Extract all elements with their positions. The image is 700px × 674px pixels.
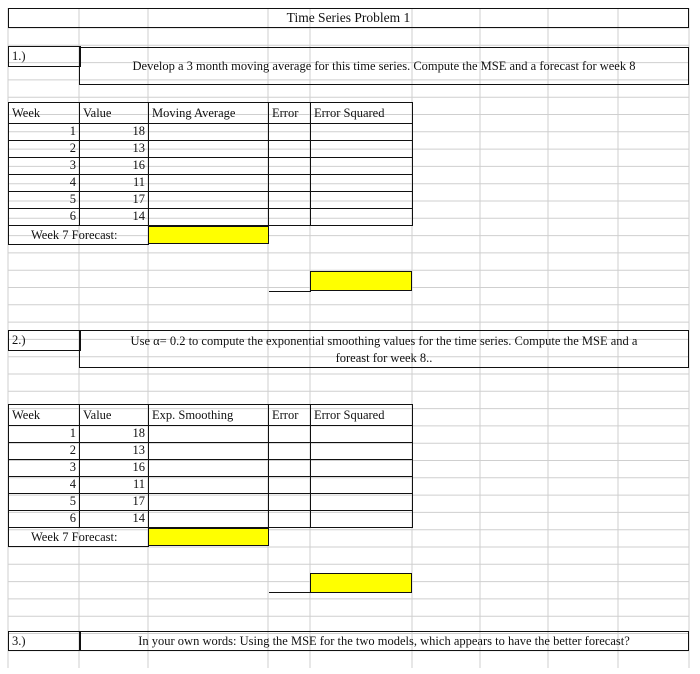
problem-1-label-underline xyxy=(8,64,81,67)
p1-value-cell: 18 xyxy=(79,123,149,141)
problem-2-prompt-line2: foreast for week 8.. xyxy=(335,351,433,365)
p2-week-cell: 1 xyxy=(8,425,80,443)
p2-error-cell[interactable] xyxy=(268,493,311,511)
p1-method-cell[interactable] xyxy=(148,208,269,226)
p1-error-cell[interactable] xyxy=(268,123,311,141)
problem-2-label-underline xyxy=(8,348,81,351)
problem-1-prompt: Develop a 3 month moving average for this time series. Compute the MSE and a forecast for week 8 xyxy=(79,47,689,85)
p1-value-cell: 16 xyxy=(79,157,149,175)
p1-error-cell[interactable] xyxy=(268,140,311,158)
problem-2-mse-line xyxy=(269,590,311,593)
p2-week-cell: 6 xyxy=(8,510,80,528)
problem-1-mse-cell[interactable] xyxy=(310,271,412,291)
p2-method-cell[interactable] xyxy=(148,425,269,443)
p1-week-cell: 1 xyxy=(8,123,80,141)
p2-method-cell[interactable] xyxy=(148,459,269,477)
p2-header-error: Error xyxy=(268,404,311,426)
p1-error-squared-cell[interactable] xyxy=(310,174,413,192)
p1-week-cell: 2 xyxy=(8,140,80,158)
problem-2-mse-cell[interactable] xyxy=(310,573,412,593)
p2-week-cell: 4 xyxy=(8,476,80,494)
p1-header-method: Moving Average xyxy=(148,102,269,124)
problem-2-prompt xyxy=(79,330,689,368)
p2-error-squared-cell[interactable] xyxy=(310,459,413,477)
p1-header-week: Week xyxy=(8,102,80,124)
p1-error-cell[interactable] xyxy=(268,208,311,226)
p2-error-cell[interactable] xyxy=(268,459,311,477)
p2-value-cell: 11 xyxy=(79,476,149,494)
p1-error-squared-cell[interactable] xyxy=(310,140,413,158)
p2-week-cell: 3 xyxy=(8,459,80,477)
problem-1-label: 1.) xyxy=(8,46,81,66)
p1-error-squared-cell[interactable] xyxy=(310,208,413,226)
p2-value-cell: 16 xyxy=(79,459,149,477)
p1-week-cell: 3 xyxy=(8,157,80,175)
p1-error-cell[interactable] xyxy=(268,157,311,175)
p1-header-error: Error xyxy=(268,102,311,124)
p2-error-squared-cell[interactable] xyxy=(310,476,413,494)
p2-error-cell[interactable] xyxy=(268,476,311,494)
p2-error-squared-cell[interactable] xyxy=(310,493,413,511)
p2-error-squared-cell[interactable] xyxy=(310,425,413,443)
p1-week-cell: 6 xyxy=(8,208,80,226)
p1-forecast-cell[interactable] xyxy=(148,226,269,244)
p1-error-cell[interactable] xyxy=(268,174,311,192)
p2-value-cell: 18 xyxy=(79,425,149,443)
p2-forecast-label: Week 7 Forecast: xyxy=(8,527,149,547)
p2-header-error-squared: Error Squared xyxy=(310,404,413,426)
p1-method-cell[interactable] xyxy=(148,174,269,192)
p2-error-cell[interactable] xyxy=(268,425,311,443)
p2-header-method: Exp. Smoothing xyxy=(148,404,269,426)
p1-method-cell[interactable] xyxy=(148,191,269,209)
problem-3-prompt: In your own words: Using the MSE for the two models, which appears to have the better forecast? xyxy=(79,631,689,651)
p1-error-cell[interactable] xyxy=(268,191,311,209)
p1-method-cell[interactable] xyxy=(148,123,269,141)
p2-header-value: Value xyxy=(79,404,149,426)
sheet-title: Time Series Problem 1 xyxy=(8,8,689,28)
p1-method-cell[interactable] xyxy=(148,140,269,158)
p1-value-cell: 14 xyxy=(79,208,149,226)
p1-forecast-label: Week 7 Forecast: xyxy=(8,225,149,245)
p2-value-cell: 13 xyxy=(79,442,149,460)
p1-error-squared-cell[interactable] xyxy=(310,123,413,141)
problem-3-label: 3.) xyxy=(8,631,81,651)
p2-method-cell[interactable] xyxy=(148,510,269,528)
p2-forecast-cell[interactable] xyxy=(148,528,269,546)
p1-week-cell: 5 xyxy=(8,191,80,209)
problem-2-prompt-line1: Use α= 0.2 to compute the exponential smoothing values for the time series. Compute the MSE and a xyxy=(130,334,638,348)
p1-error-squared-cell[interactable] xyxy=(310,191,413,209)
p1-error-squared-cell[interactable] xyxy=(310,157,413,175)
p1-header-error-squared: Error Squared xyxy=(310,102,413,124)
p2-error-cell[interactable] xyxy=(268,510,311,528)
p1-header-value: Value xyxy=(79,102,149,124)
p1-value-cell: 11 xyxy=(79,174,149,192)
p2-error-squared-cell[interactable] xyxy=(310,510,413,528)
p2-method-cell[interactable] xyxy=(148,476,269,494)
p2-error-cell[interactable] xyxy=(268,442,311,460)
p2-week-cell: 5 xyxy=(8,493,80,511)
p2-method-cell[interactable] xyxy=(148,493,269,511)
p1-week-cell: 4 xyxy=(8,174,80,192)
p1-method-cell[interactable] xyxy=(148,157,269,175)
p1-value-cell: 13 xyxy=(79,140,149,158)
p2-error-squared-cell[interactable] xyxy=(310,442,413,460)
p1-value-cell: 17 xyxy=(79,191,149,209)
problem-1-mse-line xyxy=(269,289,311,292)
problem-2-label: 2.) xyxy=(8,330,81,350)
problem-3-label-underline xyxy=(8,648,81,651)
p2-method-cell[interactable] xyxy=(148,442,269,460)
p2-header-week: Week xyxy=(8,404,80,426)
p2-week-cell: 2 xyxy=(8,442,80,460)
p2-value-cell: 17 xyxy=(79,493,149,511)
p2-value-cell: 14 xyxy=(79,510,149,528)
